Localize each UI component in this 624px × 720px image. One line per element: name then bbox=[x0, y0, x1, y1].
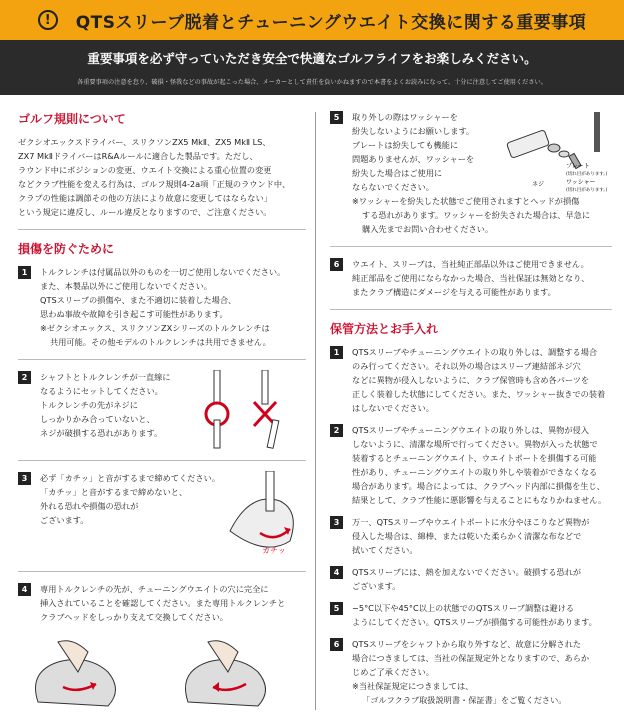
text-line: 思わぬ事故や故障を引き起こす可能性があります。 bbox=[40, 309, 228, 319]
item-number: 5 bbox=[330, 602, 343, 615]
item-number: 6 bbox=[330, 638, 343, 651]
text-line: ネジが破損する恐れがあります。 bbox=[40, 428, 163, 438]
storage-item-6 bbox=[330, 637, 612, 707]
text-line: ※ゼクシオエックス、スリクソンZXシリーズのトルクレンチは bbox=[40, 323, 270, 333]
storage-title: 保管方法とお手入れ bbox=[330, 322, 439, 336]
plate-label: プレート bbox=[566, 163, 590, 170]
exclamation-circle-icon: ! bbox=[38, 10, 58, 30]
text-line: 紛失した場合はご使用に bbox=[352, 168, 443, 178]
item-divider bbox=[330, 246, 612, 247]
text-line: QTSスリーブやチューニングウエイトの取り外しは、異物が侵入 bbox=[352, 425, 589, 435]
text-line: 侵入した場合は、綿棒、または乾いた柔らかく清潔な布などで bbox=[352, 531, 582, 541]
text-line: ようにしてください。QTSスリーブが損傷する可能性があります。 bbox=[352, 617, 597, 627]
notice-bar bbox=[0, 40, 624, 95]
item-number: 1 bbox=[18, 266, 31, 279]
storage-item-5 bbox=[330, 601, 612, 629]
item-number: 1 bbox=[330, 346, 343, 359]
damage-item-2 bbox=[18, 370, 306, 450]
damage-item-4 bbox=[18, 582, 306, 624]
section-divider bbox=[330, 309, 612, 310]
text-line: また、本製品以外にご使用しないでください。 bbox=[40, 281, 212, 291]
text-line: シャフトとトルクレンチが一直線に bbox=[40, 372, 171, 382]
text-line: 取り外しの際はワッシャーを bbox=[352, 112, 458, 122]
text-line: 拭いてください。 bbox=[352, 545, 418, 555]
plate-note: (切れ目があります。) bbox=[566, 172, 608, 177]
text-line: 紛失しないようにお願いします。 bbox=[352, 126, 475, 136]
header-banner bbox=[0, 0, 624, 40]
text-line: QTSスリーブには、熱を加えないでください。破損する恐れが bbox=[352, 567, 582, 577]
text-line: 購入先までお問い合わせください。 bbox=[362, 224, 494, 234]
text-line: ございます。 bbox=[40, 515, 89, 525]
golf-rules-text bbox=[18, 135, 306, 219]
item-divider bbox=[18, 571, 306, 572]
text-line: などに異物が侵入しないように、クラブ保管時も含め各パーツを bbox=[352, 375, 590, 385]
text-line: などクラブ性能を変える行為は、ゴルフ規則4-2a項「正規のラウンド中、 bbox=[18, 179, 291, 189]
text-line: 結果として、クラブ性能に悪影響を与えることにもなりかねません。 bbox=[352, 495, 607, 505]
storage-item-1 bbox=[330, 345, 612, 415]
text-line: またクラブ構造にダメージを与える可能性があります。 bbox=[352, 287, 556, 297]
text-line: ラウンド中にポジションの変更、ウエイト交換による重心位置の変更 bbox=[18, 165, 272, 175]
text-line: 挿入されていることを確認してください。また専用トルクレンチと bbox=[40, 598, 286, 608]
right-column bbox=[330, 110, 612, 715]
text-line: 「カチッ」と音がするまで締めないと、 bbox=[40, 487, 188, 497]
text-line: なるようにセットしてください。 bbox=[40, 386, 163, 396]
column-divider bbox=[315, 112, 316, 710]
item-number: 5 bbox=[330, 111, 343, 124]
text-line: QTSスリーブやチューニングウエイトの取り外しは、調整する場合 bbox=[352, 347, 598, 357]
text-line: じめご了承ください。 bbox=[352, 667, 434, 677]
text-line: ならないでください。 bbox=[352, 182, 434, 192]
item-number: 2 bbox=[18, 371, 31, 384]
text-line: ※ワッシャーを紛失した状態でご使用されますとヘッドが損傷 bbox=[352, 196, 580, 206]
text-line: ウエイト、スリーブは、当社純正部品以外はご使用できません。 bbox=[352, 259, 589, 269]
storage-item-3 bbox=[330, 515, 612, 557]
golf-rules-title: ゴルフ規則について bbox=[18, 112, 126, 126]
text-line: 専用トルクレンチの先が、チューニングウエイトの穴に完全に bbox=[40, 584, 269, 594]
text-line: 純正部品をご使用にならなかった場合、当社保証は無効となり、 bbox=[352, 273, 590, 283]
click-sound-label: カチッ bbox=[262, 546, 286, 555]
text-line: 問題ありませんが、ワッシャーを bbox=[352, 154, 475, 164]
text-line: 場合につきましては、当社の保証規定外となりますので、あらか bbox=[352, 653, 590, 663]
weight-exchange-illustration bbox=[18, 632, 306, 710]
text-line: 装着するとチューニングウエイト、ウエイトポートを損傷する可能 bbox=[352, 453, 597, 463]
item-number: 3 bbox=[18, 472, 31, 485]
text-line: トルクレンチの先がネジに bbox=[40, 400, 138, 410]
text-line: 場合があります。場合によっては、クラブヘッド内部に損傷を生じ、 bbox=[352, 481, 605, 491]
text-line: しないように、清潔な場所で行ってください。異物が入った状態で bbox=[352, 439, 598, 449]
washer-note: (切れ目があります。) bbox=[566, 188, 608, 193]
text-line: する恐れがあります。ワッシャーを紛失された場合は、早急に bbox=[362, 210, 591, 220]
text-line: 共用可能。その他モデルのトルクレンチは共用できません。 bbox=[50, 337, 271, 347]
text-line: トルクレンチは付属品以外のものを一切ご使用しないでください。 bbox=[40, 267, 286, 277]
storage-item-4 bbox=[330, 565, 612, 593]
text-line: 正しく装着した状態にしてください。また、ワッシャー抜きでの装着 bbox=[352, 389, 606, 399]
wrench-alignment-illustration bbox=[200, 370, 290, 450]
item-number: 2 bbox=[330, 424, 343, 437]
text-line: 「ゴルフクラブ取扱説明書・保証書」をご覧ください。 bbox=[362, 695, 567, 705]
notice-sub: 各重要事項の注意を怠り、破損・怪我などの事故が起こった場合、メーカーとして責任を負いかねますので本書をよくお読みになって、十分に注意してご使用ください。 bbox=[77, 79, 547, 86]
text-line: ゼクシオエックスドライバー、スリクソンZX5 MkⅡ、ZX5 MkⅡ LS、 bbox=[18, 137, 271, 147]
notice-main: 重要事項を必ず守っていただき安全で快適なゴルフライフをお楽しみください。 bbox=[87, 51, 537, 66]
washer-label: ワッシャー bbox=[566, 179, 596, 186]
page-title: QTSスリーブ脱着とチューニングウエイト交換に関する重要事項 bbox=[75, 12, 587, 33]
damage-item-1 bbox=[18, 265, 306, 349]
text-line: クラブの性能は調節その他の方法により故意に変更してはならない」 bbox=[18, 193, 272, 203]
text-line: という規定に違反し、ルール違反となりますので、ご注意ください。 bbox=[18, 207, 272, 217]
damage-item-5 bbox=[330, 110, 612, 236]
text-line: ZX7 MkⅡドライバーはR&Aルールに適合した製品です。ただし、 bbox=[18, 151, 258, 161]
text-line: −5°C以下や45°C以上の状態でのQTSスリーブ調整は避ける bbox=[352, 603, 575, 613]
screw-label: ネジ bbox=[532, 181, 545, 188]
left-column bbox=[18, 110, 306, 714]
item-number: 4 bbox=[330, 566, 343, 579]
section-divider bbox=[18, 229, 306, 230]
sleeve-parts-diagram bbox=[502, 110, 612, 194]
item-number: 3 bbox=[330, 516, 343, 529]
text-line: のみ行ってください。それ以外の場合はスリーブ連結部ネジ穴 bbox=[352, 361, 581, 371]
text-line: しっかりかみ合っていないと、 bbox=[40, 414, 155, 424]
text-line: 性があり、チューニングウエイトの取り外しや装着ができなくなる bbox=[352, 467, 598, 477]
damage-item-3 bbox=[18, 471, 306, 561]
text-line: QTSスリーブをシャフトから取り外すなど、故意に分解された bbox=[352, 639, 581, 649]
text-line: QTSスリーブの損傷や、また不適切に装着した場合、 bbox=[40, 295, 237, 305]
text-line: プレートは紛失しても機能に bbox=[352, 140, 459, 150]
text-line: ございます。 bbox=[352, 581, 401, 591]
item-divider bbox=[18, 460, 306, 461]
prevent-damage-title: 損傷を防ぐために bbox=[18, 242, 115, 256]
item-number: 6 bbox=[330, 258, 343, 271]
item-number: 4 bbox=[18, 583, 31, 596]
text-line: 外れる恐れや損傷の恐れが bbox=[40, 501, 139, 511]
text-line: ※当社保証規定につきましては、 bbox=[352, 681, 474, 691]
text-line: 必ず「カチッ」と音がするまで締めてください。 bbox=[40, 473, 220, 483]
text-line: はしないでください。 bbox=[352, 403, 434, 413]
click-tighten-illustration bbox=[220, 471, 306, 559]
damage-item-6 bbox=[330, 257, 612, 299]
text-line: 万一、QTSスリーブやウエイトポートに水分やほこりなど異物が bbox=[352, 517, 590, 527]
storage-item-2 bbox=[330, 423, 612, 507]
item-divider bbox=[18, 359, 306, 360]
text-line: クラブヘッドをしっかり支えて交換してください。 bbox=[40, 612, 228, 622]
